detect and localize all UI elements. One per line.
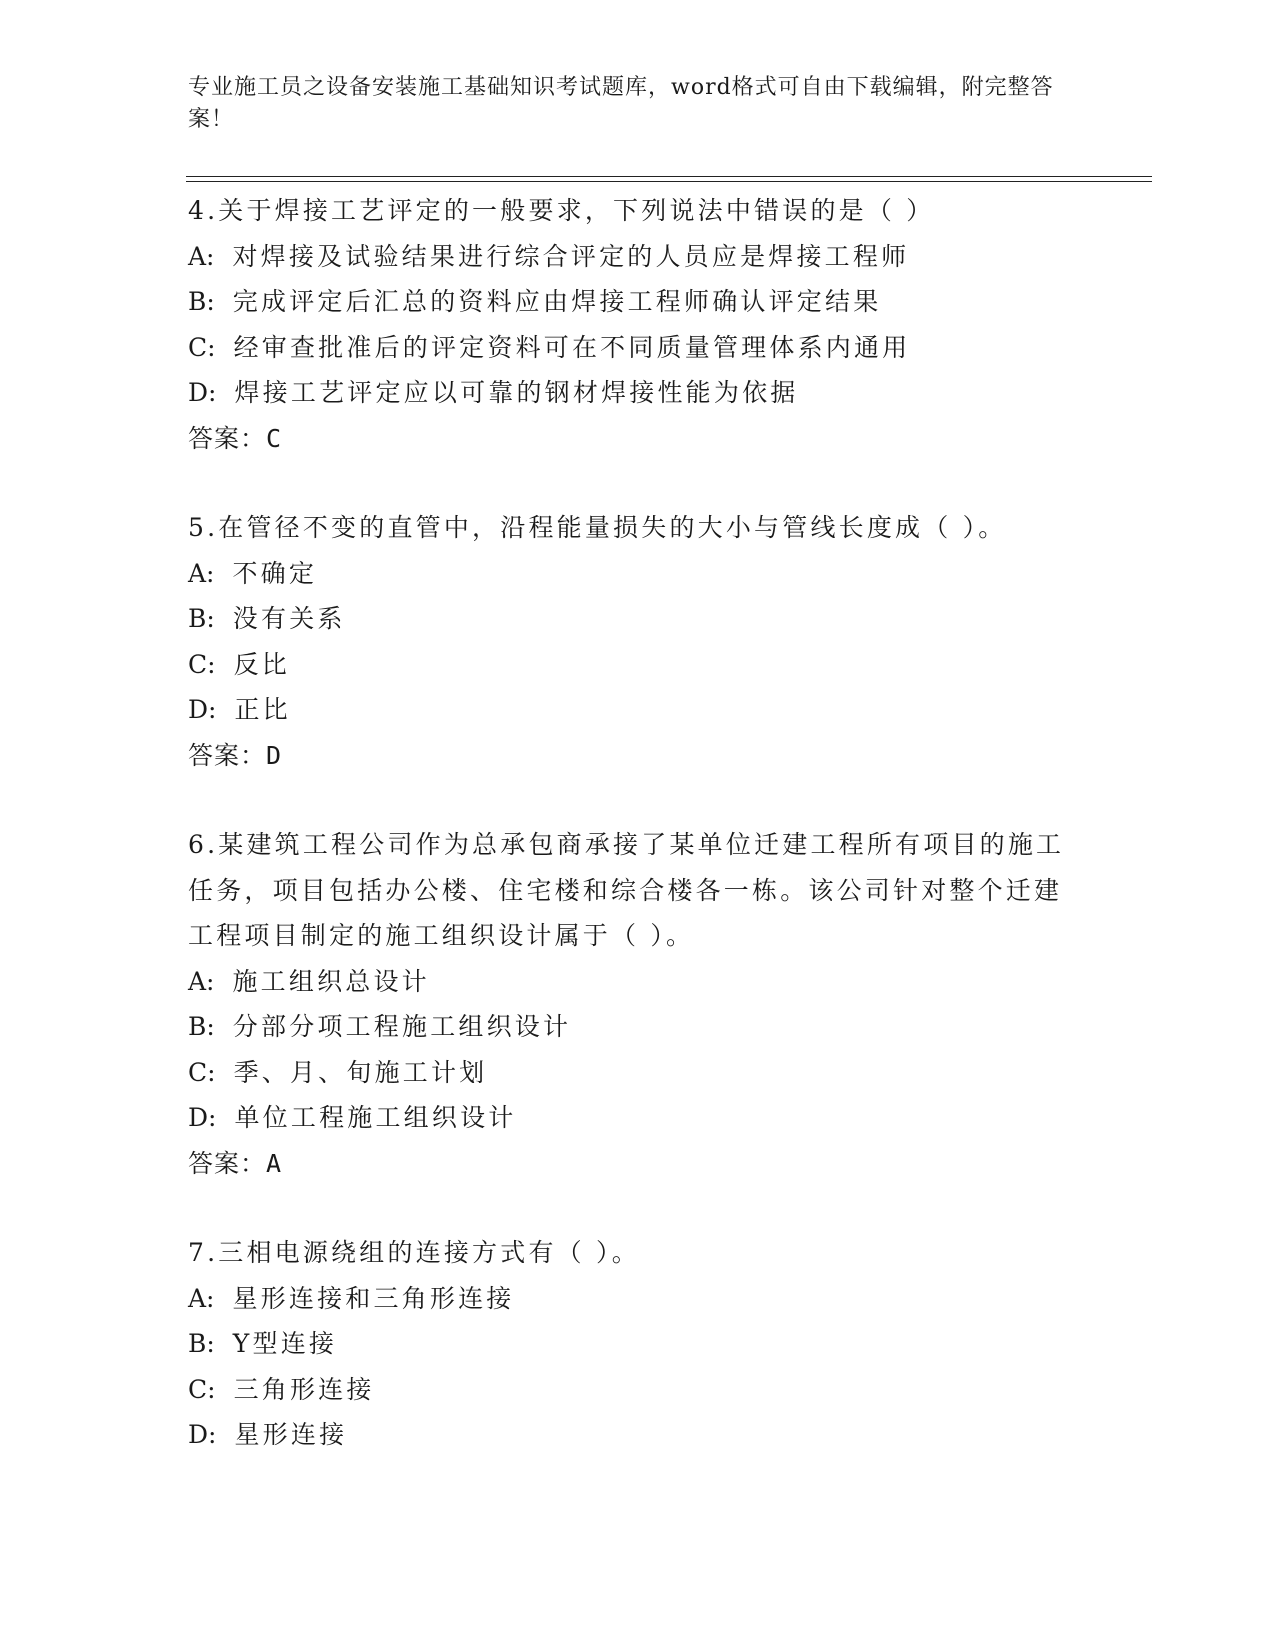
option-text: 季、月、旬施工计划 xyxy=(233,1057,488,1087)
answer-value: D xyxy=(266,740,282,770)
option-c xyxy=(188,1050,1068,1096)
option-letter: A: xyxy=(188,241,215,271)
option-text: 三角形连接 xyxy=(233,1374,375,1404)
option-text: 分部分项工程施工组织设计 xyxy=(232,1012,572,1041)
question-4 xyxy=(188,188,1068,461)
option-letter: D: xyxy=(188,1103,217,1132)
answer-line xyxy=(188,416,1068,462)
option-b xyxy=(188,1004,1068,1050)
question-stem: 5.在管径不变的直管中，沿程能量损失的大小与管线长度成（ ）。 xyxy=(188,513,1007,542)
option-c xyxy=(188,642,1068,688)
option-b xyxy=(188,596,1068,642)
option-b xyxy=(188,279,1068,325)
option-text: 施工组织总设计 xyxy=(232,966,430,996)
document-header: 专业施工员之设备安装施工基础知识考试题库，word格式可自由下载编辑，附完整答案！ xyxy=(188,75,1054,132)
option-text: 完成评定后汇总的资料应由焊接工程师确认评定结果 xyxy=(232,287,882,316)
option-d xyxy=(188,370,1068,416)
option-letter: A: xyxy=(188,558,215,588)
option-letter: A: xyxy=(188,966,215,996)
option-text: Y型连接 xyxy=(232,1329,338,1358)
question-5 xyxy=(188,505,1068,778)
question-stem: 4.关于焊接工艺评定的一般要求，下列说法中错误的是（ ） xyxy=(188,196,935,225)
option-letter: C: xyxy=(188,332,216,362)
option-text: 没有关系 xyxy=(232,604,346,633)
option-letter: B: xyxy=(188,287,215,316)
option-text: 反比 xyxy=(233,649,290,679)
answer-label: 答案： xyxy=(188,423,267,453)
option-text: 经审查批准后的评定资料可在不同质量管理体系内通用 xyxy=(233,332,911,362)
option-c xyxy=(188,325,1068,371)
option-letter: A: xyxy=(188,1283,215,1313)
option-b xyxy=(188,1321,1068,1367)
option-text: 星形连接和三角形连接 xyxy=(232,1283,515,1313)
option-a xyxy=(188,234,1068,280)
question-list xyxy=(188,188,1068,1502)
question-7 xyxy=(188,1230,1068,1458)
option-letter: D: xyxy=(188,1420,217,1449)
option-letter: D: xyxy=(188,378,217,407)
option-text: 对焊接及试验结果进行综合评定的人员应是焊接工程师 xyxy=(232,241,910,271)
answer-value: A xyxy=(266,1148,282,1178)
option-letter: B: xyxy=(188,604,215,633)
option-text: 单位工程施工组织设计 xyxy=(234,1103,517,1132)
option-a xyxy=(188,959,1068,1005)
option-letter: C: xyxy=(188,1374,216,1404)
question-stem: 7.三相电源绕组的连接方式有（ ）。 xyxy=(188,1238,640,1267)
option-letter: C: xyxy=(188,1057,216,1087)
question-stem: 6.某建筑工程公司作为总承包商承接了某单位迁建工程所有项目的施工任务，项目包括办公楼、住宅楼和综合楼各一栋。该公司针对整个迁建工程项目制定的施工组织设计属于（ ）。 xyxy=(188,830,1065,950)
option-d xyxy=(188,1095,1068,1141)
answer-line xyxy=(188,733,1068,779)
option-c xyxy=(188,1367,1068,1413)
option-text: 焊接工艺评定应以可靠的钢材焊接性能为依据 xyxy=(234,378,799,407)
option-a xyxy=(188,551,1068,597)
option-text: 不确定 xyxy=(232,558,318,588)
option-letter: B: xyxy=(188,1329,215,1358)
question-6 xyxy=(188,822,1068,1186)
option-letter: D: xyxy=(188,695,217,724)
answer-label: 答案： xyxy=(188,740,267,770)
option-text: 星形连接 xyxy=(234,1420,348,1449)
answer-value: C xyxy=(266,423,282,453)
header-divider-top xyxy=(186,176,1152,177)
option-text: 正比 xyxy=(234,695,291,724)
option-d xyxy=(188,687,1068,733)
answer-label: 答案： xyxy=(188,1148,267,1178)
header-divider-bottom xyxy=(186,181,1152,182)
option-letter: C: xyxy=(188,649,216,679)
option-a xyxy=(188,1276,1068,1322)
option-letter: B: xyxy=(188,1012,215,1041)
answer-line xyxy=(188,1141,1068,1187)
option-d xyxy=(188,1412,1068,1458)
